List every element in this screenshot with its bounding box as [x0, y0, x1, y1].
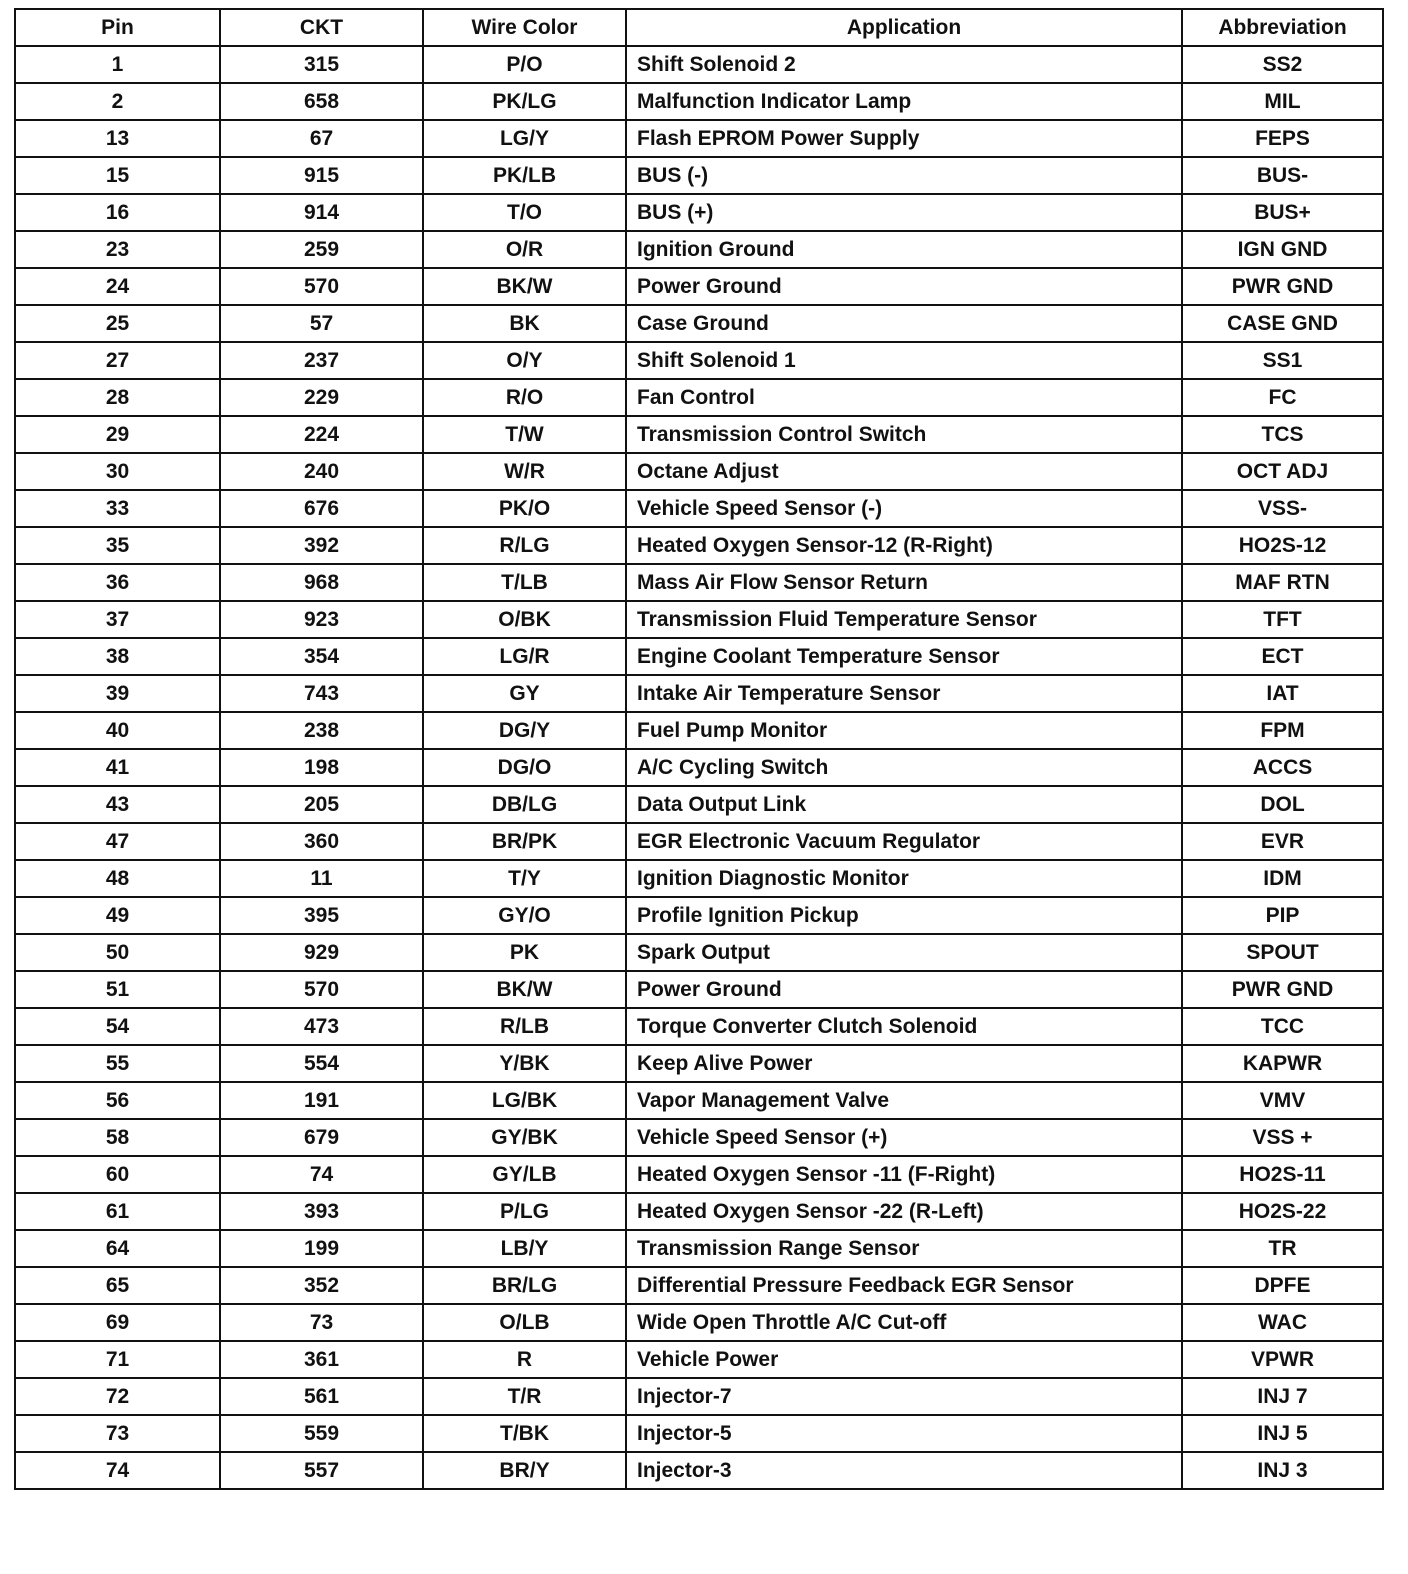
abbreviation-cell: DOL — [1182, 786, 1383, 823]
pin-cell: 58 — [15, 1119, 220, 1156]
table-row — [15, 1267, 1383, 1304]
table-row — [15, 1230, 1383, 1267]
abbreviation-cell: WAC — [1182, 1304, 1383, 1341]
table-row — [15, 120, 1383, 157]
abbreviation-cell: VMV — [1182, 1082, 1383, 1119]
pin-cell: 54 — [15, 1008, 220, 1045]
ckt-cell: 923 — [220, 601, 423, 638]
table-row — [15, 675, 1383, 712]
wire-color-cell: O/BK — [423, 601, 626, 638]
wire-color-cell: P/LG — [423, 1193, 626, 1230]
pin-cell: 15 — [15, 157, 220, 194]
pin-cell: 56 — [15, 1082, 220, 1119]
header-row — [15, 9, 1383, 46]
pin-cell: 1 — [15, 46, 220, 83]
table-row — [15, 46, 1383, 83]
table-row — [15, 342, 1383, 379]
ckt-cell: 198 — [220, 749, 423, 786]
table-row — [15, 1193, 1383, 1230]
ckt-cell: 570 — [220, 268, 423, 305]
wire-color-cell: LG/R — [423, 638, 626, 675]
wire-color-cell: R/LB — [423, 1008, 626, 1045]
abbreviation-cell: HO2S-11 — [1182, 1156, 1383, 1193]
abbreviation-cell: FEPS — [1182, 120, 1383, 157]
ckt-cell: 315 — [220, 46, 423, 83]
table-row — [15, 1341, 1383, 1378]
ckt-cell: 354 — [220, 638, 423, 675]
header-ckt: CKT — [220, 9, 423, 46]
ckt-cell: 929 — [220, 934, 423, 971]
ckt-cell: 361 — [220, 1341, 423, 1378]
application-cell: Power Ground — [626, 268, 1182, 305]
ckt-cell: 360 — [220, 823, 423, 860]
table-body — [15, 46, 1383, 1489]
abbreviation-cell: PIP — [1182, 897, 1383, 934]
application-cell: Fan Control — [626, 379, 1182, 416]
table-row — [15, 971, 1383, 1008]
pin-cell: 71 — [15, 1341, 220, 1378]
table-row — [15, 1304, 1383, 1341]
ckt-cell: 199 — [220, 1230, 423, 1267]
abbreviation-cell: MAF RTN — [1182, 564, 1383, 601]
pin-cell: 61 — [15, 1193, 220, 1230]
abbreviation-cell: TCS — [1182, 416, 1383, 453]
wire-color-cell: R/LG — [423, 527, 626, 564]
wire-color-cell: O/LB — [423, 1304, 626, 1341]
abbreviation-cell: HO2S-12 — [1182, 527, 1383, 564]
table-row — [15, 897, 1383, 934]
ckt-cell: 679 — [220, 1119, 423, 1156]
pin-cell: 40 — [15, 712, 220, 749]
abbreviation-cell: VPWR — [1182, 1341, 1383, 1378]
ckt-cell: 259 — [220, 231, 423, 268]
abbreviation-cell: IGN GND — [1182, 231, 1383, 268]
pinout-sheet — [14, 8, 1382, 1490]
application-cell: Injector-7 — [626, 1378, 1182, 1415]
application-cell: Transmission Range Sensor — [626, 1230, 1182, 1267]
table-row — [15, 453, 1383, 490]
application-cell: BUS (-) — [626, 157, 1182, 194]
wire-color-cell: PK/LG — [423, 83, 626, 120]
wire-color-cell: T/O — [423, 194, 626, 231]
pin-cell: 69 — [15, 1304, 220, 1341]
application-cell: Keep Alive Power — [626, 1045, 1182, 1082]
header-application: Application — [626, 9, 1182, 46]
abbreviation-cell: TR — [1182, 1230, 1383, 1267]
pin-cell: 55 — [15, 1045, 220, 1082]
application-cell: Case Ground — [626, 305, 1182, 342]
pin-cell: 23 — [15, 231, 220, 268]
ckt-cell: 67 — [220, 120, 423, 157]
wire-color-cell: LG/Y — [423, 120, 626, 157]
application-cell: Vapor Management Valve — [626, 1082, 1182, 1119]
pin-cell: 30 — [15, 453, 220, 490]
wire-color-cell: DG/Y — [423, 712, 626, 749]
pin-cell: 13 — [15, 120, 220, 157]
abbreviation-cell: VSS + — [1182, 1119, 1383, 1156]
table-row — [15, 1378, 1383, 1415]
pin-cell: 74 — [15, 1452, 220, 1489]
pin-cell: 65 — [15, 1267, 220, 1304]
application-cell: Injector-5 — [626, 1415, 1182, 1452]
application-cell: Power Ground — [626, 971, 1182, 1008]
wire-color-cell: GY/O — [423, 897, 626, 934]
table-row — [15, 749, 1383, 786]
pin-cell: 2 — [15, 83, 220, 120]
application-cell: Octane Adjust — [626, 453, 1182, 490]
wire-color-cell: GY — [423, 675, 626, 712]
application-cell: Intake Air Temperature Sensor — [626, 675, 1182, 712]
table-row — [15, 1156, 1383, 1193]
abbreviation-cell: PWR GND — [1182, 268, 1383, 305]
abbreviation-cell: ACCS — [1182, 749, 1383, 786]
application-cell: Mass Air Flow Sensor Return — [626, 564, 1182, 601]
header-wire-color: Wire Color — [423, 9, 626, 46]
wire-color-cell: T/LB — [423, 564, 626, 601]
wire-color-cell: Y/BK — [423, 1045, 626, 1082]
wire-color-cell: T/W — [423, 416, 626, 453]
application-cell: Malfunction Indicator Lamp — [626, 83, 1182, 120]
ckt-cell: 11 — [220, 860, 423, 897]
application-cell: Differential Pressure Feedback EGR Sensor — [626, 1267, 1182, 1304]
pin-cell: 33 — [15, 490, 220, 527]
ckt-cell: 570 — [220, 971, 423, 1008]
application-cell: Shift Solenoid 1 — [626, 342, 1182, 379]
abbreviation-cell: MIL — [1182, 83, 1383, 120]
ckt-cell: 658 — [220, 83, 423, 120]
application-cell: Vehicle Speed Sensor (+) — [626, 1119, 1182, 1156]
application-cell: Heated Oxygen Sensor -22 (R-Left) — [626, 1193, 1182, 1230]
application-cell: Wide Open Throttle A/C Cut-off — [626, 1304, 1182, 1341]
pin-cell: 37 — [15, 601, 220, 638]
wire-color-cell: BR/Y — [423, 1452, 626, 1489]
pin-cell: 16 — [15, 194, 220, 231]
wire-color-cell: BK/W — [423, 971, 626, 1008]
table-row — [15, 268, 1383, 305]
abbreviation-cell: FC — [1182, 379, 1383, 416]
wire-color-cell: O/Y — [423, 342, 626, 379]
ckt-cell: 205 — [220, 786, 423, 823]
pin-cell: 25 — [15, 305, 220, 342]
pin-cell: 24 — [15, 268, 220, 305]
table-row — [15, 1082, 1383, 1119]
table-row — [15, 860, 1383, 897]
ckt-cell: 559 — [220, 1415, 423, 1452]
table-row — [15, 823, 1383, 860]
application-cell: Heated Oxygen Sensor -11 (F-Right) — [626, 1156, 1182, 1193]
ckt-cell: 238 — [220, 712, 423, 749]
wire-color-cell: T/Y — [423, 860, 626, 897]
ckt-cell: 57 — [220, 305, 423, 342]
pin-cell: 60 — [15, 1156, 220, 1193]
wire-color-cell: DG/O — [423, 749, 626, 786]
ckt-cell: 224 — [220, 416, 423, 453]
pin-cell: 72 — [15, 1378, 220, 1415]
ckt-cell: 676 — [220, 490, 423, 527]
abbreviation-cell: OCT ADJ — [1182, 453, 1383, 490]
pin-cell: 48 — [15, 860, 220, 897]
wire-color-cell: DB/LG — [423, 786, 626, 823]
ckt-cell: 229 — [220, 379, 423, 416]
abbreviation-cell: SPOUT — [1182, 934, 1383, 971]
table-row — [15, 490, 1383, 527]
application-cell: Transmission Fluid Temperature Sensor — [626, 601, 1182, 638]
application-cell: Injector-3 — [626, 1452, 1182, 1489]
table-row — [15, 231, 1383, 268]
application-cell: Ignition Diagnostic Monitor — [626, 860, 1182, 897]
ckt-cell: 395 — [220, 897, 423, 934]
ckt-cell: 240 — [220, 453, 423, 490]
table-row — [15, 305, 1383, 342]
table-row — [15, 1119, 1383, 1156]
ckt-cell: 968 — [220, 564, 423, 601]
ckt-cell: 554 — [220, 1045, 423, 1082]
abbreviation-cell: INJ 7 — [1182, 1378, 1383, 1415]
abbreviation-cell: SS1 — [1182, 342, 1383, 379]
wire-color-cell: PK — [423, 934, 626, 971]
application-cell: Vehicle Speed Sensor (-) — [626, 490, 1182, 527]
wire-color-cell: LG/BK — [423, 1082, 626, 1119]
pin-cell: 73 — [15, 1415, 220, 1452]
application-cell: Vehicle Power — [626, 1341, 1182, 1378]
table-row — [15, 1008, 1383, 1045]
table-row — [15, 1045, 1383, 1082]
pin-cell: 49 — [15, 897, 220, 934]
application-cell: Heated Oxygen Sensor-12 (R-Right) — [626, 527, 1182, 564]
application-cell: Spark Output — [626, 934, 1182, 971]
wire-color-cell: BK — [423, 305, 626, 342]
application-cell: BUS (+) — [626, 194, 1182, 231]
application-cell: Flash EPROM Power Supply — [626, 120, 1182, 157]
ckt-cell: 743 — [220, 675, 423, 712]
pin-cell: 41 — [15, 749, 220, 786]
application-cell: A/C Cycling Switch — [626, 749, 1182, 786]
application-cell: Fuel Pump Monitor — [626, 712, 1182, 749]
table-row — [15, 194, 1383, 231]
abbreviation-cell: PWR GND — [1182, 971, 1383, 1008]
ckt-cell: 557 — [220, 1452, 423, 1489]
wire-color-cell: BK/W — [423, 268, 626, 305]
application-cell: Engine Coolant Temperature Sensor — [626, 638, 1182, 675]
pin-cell: 29 — [15, 416, 220, 453]
table-row — [15, 1452, 1383, 1489]
ckt-cell: 73 — [220, 1304, 423, 1341]
ckt-cell: 561 — [220, 1378, 423, 1415]
table-row — [15, 786, 1383, 823]
ckt-cell: 393 — [220, 1193, 423, 1230]
wire-color-cell: BR/PK — [423, 823, 626, 860]
header-abbreviation: Abbreviation — [1182, 9, 1383, 46]
wire-color-cell: BR/LG — [423, 1267, 626, 1304]
table-row — [15, 712, 1383, 749]
wire-color-cell: W/R — [423, 453, 626, 490]
header-pin: Pin — [15, 9, 220, 46]
abbreviation-cell: FPM — [1182, 712, 1383, 749]
wire-color-cell: R/O — [423, 379, 626, 416]
table-row — [15, 638, 1383, 675]
table-row — [15, 416, 1383, 453]
wire-color-cell: GY/BK — [423, 1119, 626, 1156]
table-row — [15, 83, 1383, 120]
wire-color-cell: PK/O — [423, 490, 626, 527]
ckt-cell: 915 — [220, 157, 423, 194]
wire-color-cell: PK/LB — [423, 157, 626, 194]
ckt-cell: 473 — [220, 1008, 423, 1045]
abbreviation-cell: SS2 — [1182, 46, 1383, 83]
pin-cell: 27 — [15, 342, 220, 379]
pin-cell: 38 — [15, 638, 220, 675]
pin-cell: 28 — [15, 379, 220, 416]
ckt-cell: 914 — [220, 194, 423, 231]
table-row — [15, 564, 1383, 601]
pin-cell: 43 — [15, 786, 220, 823]
pin-cell: 36 — [15, 564, 220, 601]
table-header — [15, 9, 1383, 46]
table-row — [15, 527, 1383, 564]
table-row — [15, 379, 1383, 416]
wire-color-cell: LB/Y — [423, 1230, 626, 1267]
pin-cell: 35 — [15, 527, 220, 564]
application-cell: EGR Electronic Vacuum Regulator — [626, 823, 1182, 860]
abbreviation-cell: ECT — [1182, 638, 1383, 675]
ckt-cell: 352 — [220, 1267, 423, 1304]
pinout-table — [14, 8, 1384, 1490]
wire-color-cell: O/R — [423, 231, 626, 268]
wire-color-cell: P/O — [423, 46, 626, 83]
abbreviation-cell: TCC — [1182, 1008, 1383, 1045]
application-cell: Transmission Control Switch — [626, 416, 1182, 453]
table-row — [15, 601, 1383, 638]
abbreviation-cell: INJ 3 — [1182, 1452, 1383, 1489]
wire-color-cell: GY/LB — [423, 1156, 626, 1193]
abbreviation-cell: BUS- — [1182, 157, 1383, 194]
ckt-cell: 191 — [220, 1082, 423, 1119]
application-cell: Torque Converter Clutch Solenoid — [626, 1008, 1182, 1045]
abbreviation-cell: VSS- — [1182, 490, 1383, 527]
table-row — [15, 1415, 1383, 1452]
abbreviation-cell: KAPWR — [1182, 1045, 1383, 1082]
abbreviation-cell: TFT — [1182, 601, 1383, 638]
ckt-cell: 237 — [220, 342, 423, 379]
pin-cell: 64 — [15, 1230, 220, 1267]
abbreviation-cell: INJ 5 — [1182, 1415, 1383, 1452]
application-cell: Shift Solenoid 2 — [626, 46, 1182, 83]
abbreviation-cell: IDM — [1182, 860, 1383, 897]
pin-cell: 51 — [15, 971, 220, 1008]
wire-color-cell: R — [423, 1341, 626, 1378]
wire-color-cell: T/R — [423, 1378, 626, 1415]
application-cell: Profile Ignition Pickup — [626, 897, 1182, 934]
abbreviation-cell: BUS+ — [1182, 194, 1383, 231]
application-cell: Ignition Ground — [626, 231, 1182, 268]
ckt-cell: 74 — [220, 1156, 423, 1193]
abbreviation-cell: HO2S-22 — [1182, 1193, 1383, 1230]
pin-cell: 47 — [15, 823, 220, 860]
abbreviation-cell: CASE GND — [1182, 305, 1383, 342]
abbreviation-cell: IAT — [1182, 675, 1383, 712]
table-row — [15, 934, 1383, 971]
abbreviation-cell: DPFE — [1182, 1267, 1383, 1304]
table-row — [15, 157, 1383, 194]
pin-cell: 39 — [15, 675, 220, 712]
ckt-cell: 392 — [220, 527, 423, 564]
abbreviation-cell: EVR — [1182, 823, 1383, 860]
wire-color-cell: T/BK — [423, 1415, 626, 1452]
application-cell: Data Output Link — [626, 786, 1182, 823]
pin-cell: 50 — [15, 934, 220, 971]
